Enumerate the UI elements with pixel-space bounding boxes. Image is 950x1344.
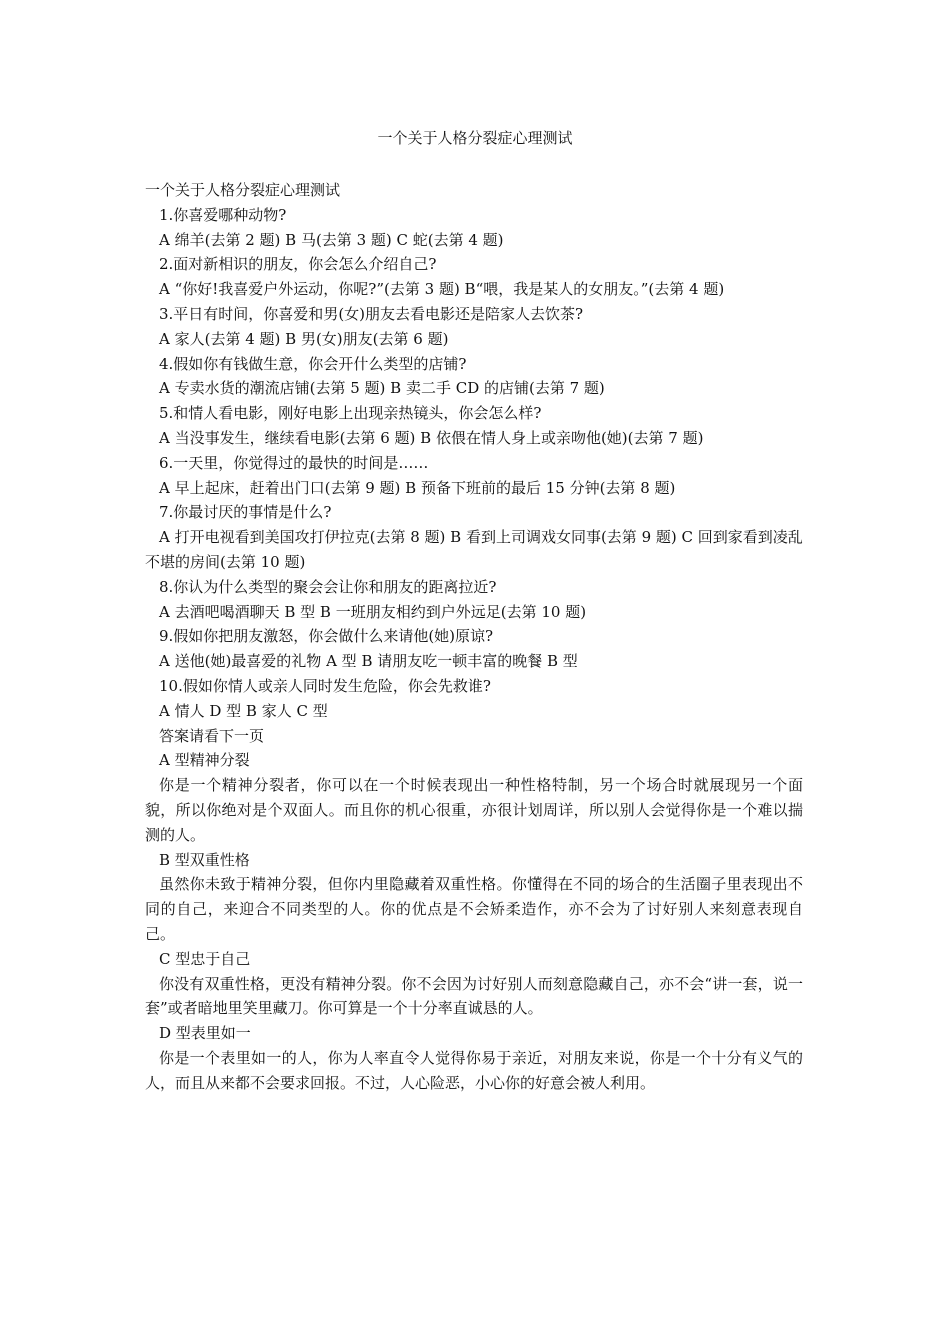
section-heading: 一个关于人格分裂症心理测试 <box>145 181 341 199</box>
document-body <box>145 178 803 1095</box>
options-4: A 专卖水货的潮流店铺(去第 5 题) B 卖二手 CD 的店铺(去第 7 题) <box>159 379 605 398</box>
result-type-a: A 型精神分裂 <box>159 751 250 770</box>
result-text-b: 虽然你未致于精神分裂，但你内里隐藏着双重性格。你懂得在不同的场合的生活圈子里表现出不同的自己，来迎合不同类型的人。你的优点是不会矫柔造作，亦不会为了讨好别人来刻意表现自己。 <box>145 875 803 943</box>
result-text-d: 你是一个表里如一的人，你为人率直令人觉得你易于亲近，对朋友来说，你是一个十分有义气的人，而且从来都不会要求回报。不过，人心险恶，小心你的好意会被人利用。 <box>145 1048 803 1092</box>
result-type-b: B 型双重性格 <box>159 850 250 869</box>
question-10: 10.假如你情人或亲人同时发生危险，你会先救谁? <box>159 676 491 695</box>
question-9: 9.假如你把朋友激怒，你会做什么来请他(她)原谅? <box>159 627 494 646</box>
options-1: A 绵羊(去第 2 题) B 马(去第 3 题) C 蛇(去第 4 题) <box>159 230 504 249</box>
page-title: 一个关于人格分裂症心理测试 <box>377 129 573 147</box>
options-8: A 去酒吧喝酒聊天 B 型 B 一班朋友相约到户外远足(去第 10 题) <box>159 602 587 621</box>
question-3: 3.平日有时间，你喜爱和男(女)朋友去看电影还是陪家人去饮茶? <box>159 304 584 323</box>
question-6: 6.一天里，你觉得过的最快的时间是…… <box>159 453 429 472</box>
question-5: 5.和情人看电影，刚好电影上出现亲热镜头，你会怎么样? <box>159 404 542 423</box>
options-10: A 情人 D 型 B 家人 C 型 <box>159 701 328 720</box>
options-7: A 打开电视看到美国攻打伊拉克(去第 8 题) B 看到上司调戏女同事(去第 9 题) C 回到家看到凌乱不堪的房间(去第 10 题) <box>145 528 803 571</box>
result-text-c: 你没有双重性格，更没有精神分裂。你不会因为讨好别人而刻意隐藏自己，亦不会“讲一套，说一套”或者暗地里笑里藏刀。你可算是一个十分率直诚恳的人。 <box>145 974 803 1018</box>
question-2: 2.面对新相识的朋友，你会怎么介绍自己? <box>159 255 437 274</box>
result-type-d: D 型表里如一 <box>159 1024 251 1043</box>
question-8: 8.你认为什么类型的聚会会让你和朋友的距离拉近? <box>159 577 497 596</box>
result-text-a: 你是一个精神分裂者，你可以在一个时候表现出一种性格特制，另一个场合时就展现另一个面貌，所以你绝对是个双面人。而且你的机心很重，亦很计划周详，所以别人会觉得你是一个难以揣测的人。 <box>145 776 803 844</box>
answer-note: 答案请看下一页 <box>159 726 265 745</box>
question-7: 7.你最讨厌的事情是什么? <box>159 503 332 522</box>
question-4: 4.假如你有钱做生意，你会开什么类型的店铺? <box>159 354 467 373</box>
options-2: A “你好!我喜爱户外运动，你呢?”(去第 3 题) B“喂，我是某人的女朋友。”(去第 4 题) <box>159 280 725 299</box>
options-6: A 早上起床，赶着出门口(去第 9 题) B 预备下班前的最后 15 分钟(去第 8 题) <box>159 478 676 497</box>
options-9: A 送他(她)最喜爱的礼物 A 型 B 请朋友吃一顿丰富的晚餐 B 型 <box>159 652 578 671</box>
options-3: A 家人(去第 4 题) B 男(女)朋友(去第 6 题) <box>159 329 449 348</box>
options-5: A 当没事发生，继续看电影(去第 6 题) B 依偎在情人身上或亲吻他(她)(去第 7 题) <box>159 428 704 447</box>
question-1: 1.你喜爱哪种动物? <box>159 205 287 224</box>
result-type-c: C 型忠于自己 <box>159 949 251 968</box>
